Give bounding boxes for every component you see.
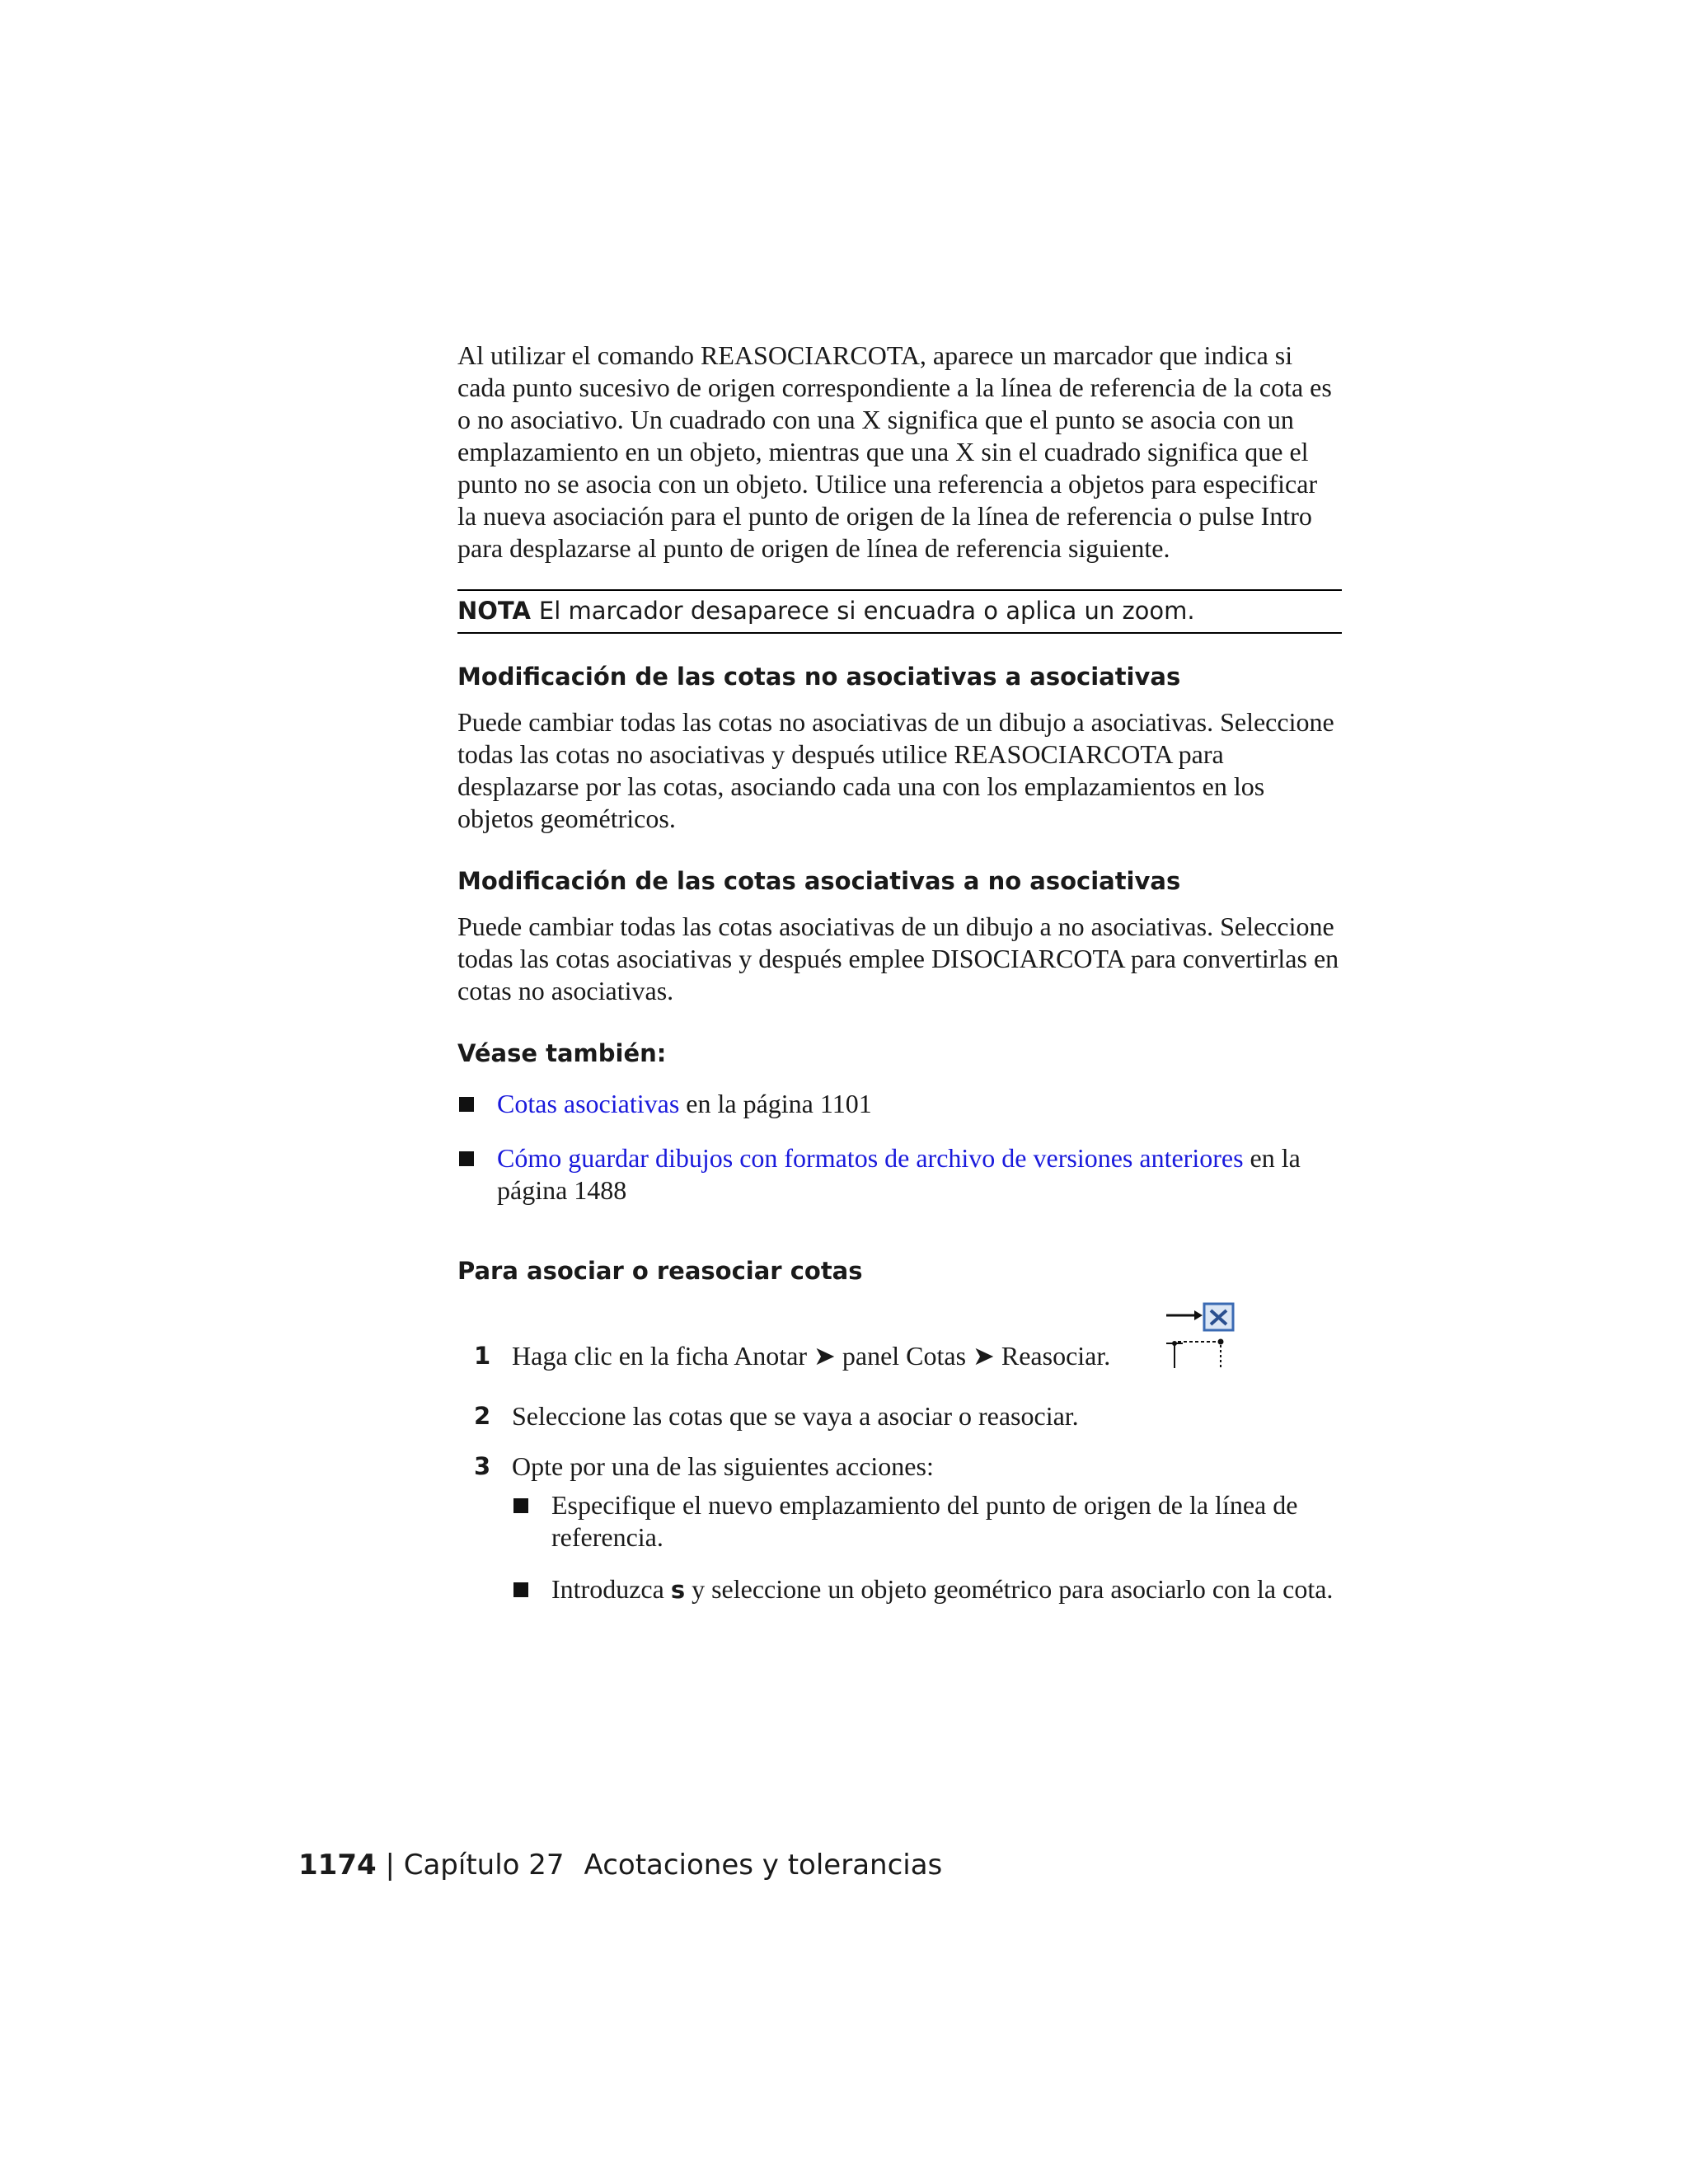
bullet-square-icon xyxy=(459,1097,474,1112)
step-3-options xyxy=(512,1489,1342,1606)
step-text: Opte por una de las siguientes acciones: xyxy=(512,1451,934,1481)
intro-paragraph: Al utilizar el comando REASOCIARCOTA, aparece un marcador que indica si cada punto sucesivo de origen correspondiente a la línea de referencia de la cota es o no asociativo. Un cuadrado con una X significa que el punto se asocia con un emplazamiento en un objeto, mientras que una X sin el cuadrado significa que el punto no se asocia con un objeto. Utilice una referencia a objetos para especificar la nueva asociación para el punto de origen de la línea de referencia o pulse Intro para desplazarse al punto de origen de línea de referencia siguiente. xyxy=(457,340,1332,563)
list-item xyxy=(457,1142,1342,1207)
note-label: NOTA xyxy=(457,597,531,625)
step-number: 2 xyxy=(474,1402,491,1430)
list-item xyxy=(457,1088,1342,1120)
link-page-ref: en la página 1101 xyxy=(679,1089,872,1118)
reassociate-dimension-icon xyxy=(1163,1299,1237,1373)
bullet-square-icon xyxy=(513,1498,528,1513)
note-box xyxy=(457,589,1342,634)
step-number: 1 xyxy=(474,1342,491,1370)
section-heading-nonassoc-to-assoc: Modificación de las cotas no asociativas a asociativas xyxy=(457,663,1181,691)
bullet-square-icon xyxy=(459,1151,474,1166)
chapter-label: Capítulo 27 xyxy=(403,1849,565,1882)
option-text-before: Introduzca xyxy=(551,1574,671,1604)
page-number: 1174 xyxy=(298,1849,377,1882)
see-also-list xyxy=(457,1088,1342,1207)
chapter-title: Acotaciones y tolerancias xyxy=(584,1849,943,1882)
see-also-heading: Véase también: xyxy=(457,1039,667,1067)
reassociate-icon-svg xyxy=(1163,1299,1237,1373)
footer-separator: | xyxy=(376,1849,404,1882)
procedure-heading: Para asociar o reasociar cotas xyxy=(457,1257,863,1285)
step-3 xyxy=(457,1451,1342,1606)
list-item xyxy=(512,1489,1342,1554)
list-item xyxy=(512,1573,1342,1606)
section-text-assoc-to-nonassoc: Puede cambiar todas las cotas asociativas de un dibujo a no asociativas. Seleccione todas las cotas asociativas y después emplee DISOCIARCOTA para convertirlas en cotas no asociativas. xyxy=(457,912,1339,1005)
link-cotas-asociativas[interactable]: Cotas asociativas xyxy=(497,1089,680,1118)
procedure-steps xyxy=(457,1299,1342,1606)
option-text: Especifique el nuevo emplazamiento del punto de origen de la línea de referencia. xyxy=(551,1490,1298,1552)
note-text: El marcador desaparece si encuadra o aplica un zoom. xyxy=(538,597,1195,625)
step-text: Haga clic en la ficha Anotar ➤ panel Cotas ➤ Reasociar. xyxy=(512,1341,1111,1371)
section-text-nonassoc-to-assoc: Puede cambiar todas las cotas no asociativas de un dibujo a asociativas. Seleccione todas las cotas no asociativas y después utilice REASOCIARCOTA para desplazarse por las cotas, asociando cada una con los emplazamientos en los objetos geométricos. xyxy=(457,707,1334,833)
step-number: 3 xyxy=(474,1452,491,1480)
step-1 xyxy=(457,1299,1342,1373)
bullet-square-icon xyxy=(513,1582,528,1597)
page-content xyxy=(457,340,1342,1606)
link-guardar-dibujos[interactable]: Cómo guardar dibujos con formatos de archivo de versiones anteriores xyxy=(497,1143,1244,1173)
step-text: Seleccione las cotas que se vaya a asociar o reasociar. xyxy=(512,1401,1079,1431)
step-2 xyxy=(457,1400,1342,1432)
link-page-ref: en la página 1488 xyxy=(497,1143,1301,1205)
section-heading-assoc-to-nonassoc: Modificación de las cotas asociativas a no asociativas xyxy=(457,867,1181,895)
option-command-key: s xyxy=(670,1576,686,1604)
option-text-after: y seleccione un objeto geométrico para asociarlo con la cota. xyxy=(685,1574,1334,1604)
page-footer xyxy=(298,1847,942,1883)
